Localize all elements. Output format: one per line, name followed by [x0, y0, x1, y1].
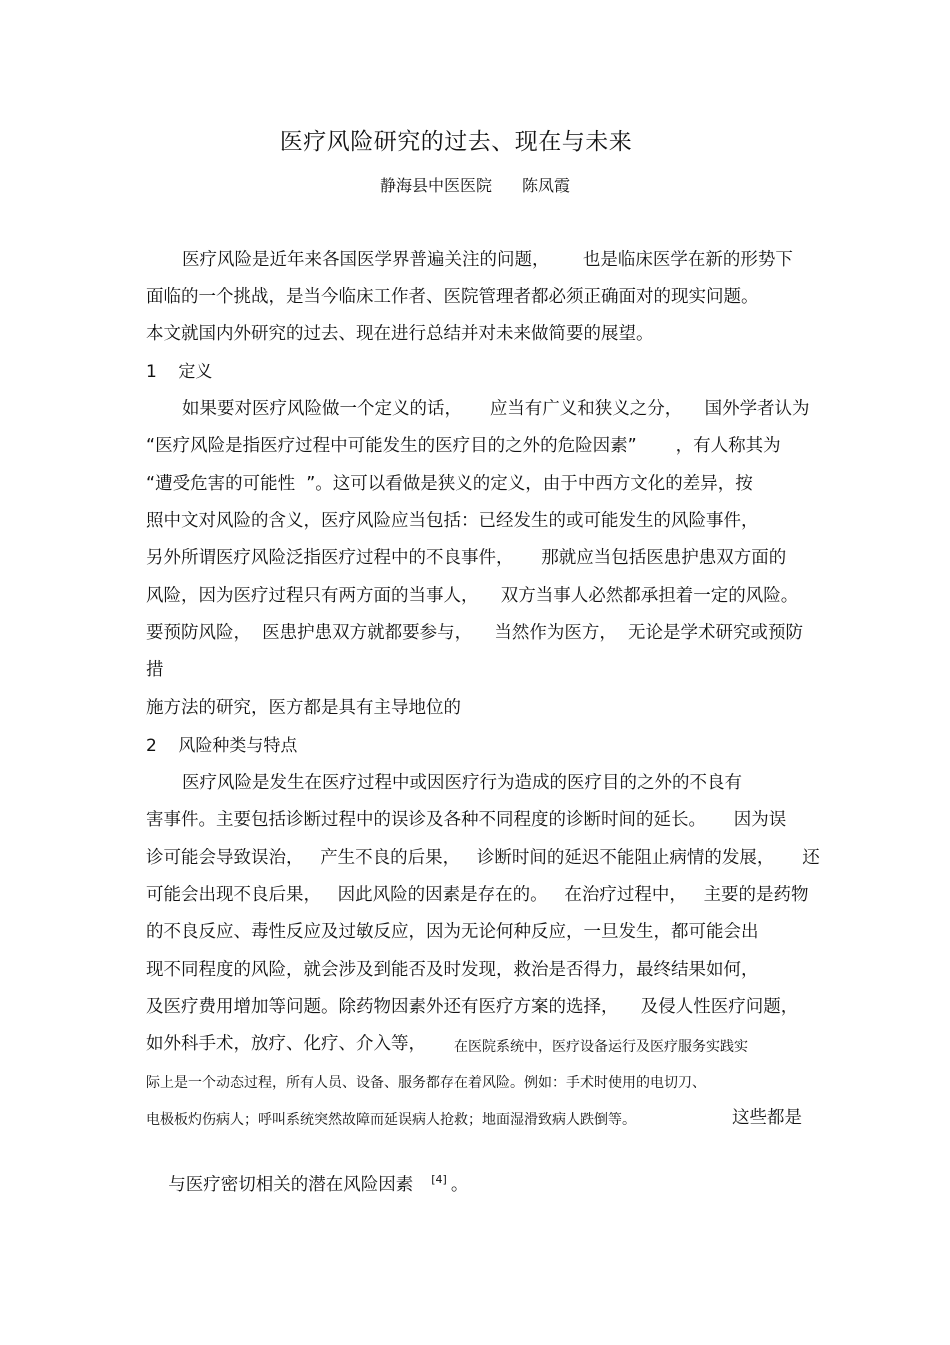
institution: 静海县中医医院: [379, 176, 492, 195]
text-line: 要预防风险， 医患护患双方就都要参与， 当然作为医方， 无论是学术研究或预防: [146, 623, 803, 643]
text-line: 诊可能会导致误治， 产生不良的后果， 诊断时间的延迟不能阻止病情的发展， 还: [146, 848, 820, 868]
text-fragment: 。: [450, 1175, 469, 1195]
text-line-small: 际上是一个动态过程，所有人员、设备、服务都存在着风险。例如：手术时使用的电切刀、: [146, 1075, 706, 1091]
author-name: 陈凤霞: [522, 176, 571, 195]
text-line: 及医疗费用增加等问题。除药物因素外还有医疗方案的选择， 及侵人性医疗问题，: [146, 997, 799, 1017]
text-fragment: 与医疗密切相关的潜在风险因素: [168, 1175, 414, 1195]
text-line: 如果要对医疗风险做一个定义的话， 应当有广义和狭义之分， 国外学者认为: [182, 399, 810, 419]
text-line: 措: [146, 660, 164, 680]
document-title: 医疗风险研究的过去、现在与未来: [279, 129, 633, 155]
text-line: 这些都是: [732, 1108, 802, 1128]
section-heading: 1 定义: [146, 362, 213, 382]
text-line: 害事件。主要包括诊断过程中的误诊及各种不同程度的诊断时间的延长。 因为误: [146, 810, 787, 830]
text-line: 医疗风险是近年来各国医学界普遍关注的问题， 也是临床医学在新的形势下: [182, 250, 793, 270]
byline: [0, 174, 950, 198]
text-line-small: 电极板灼伤病人；呼叫系统突然故障而延误病人抢救；地面湿滑致病人跌倒等。: [146, 1112, 636, 1128]
citation-ref[interactable]: [4]: [431, 1173, 447, 1186]
section-heading: 2 风险种类与特点: [146, 736, 298, 756]
text-line: 现不同程度的风险，就会涉及到能否及时发现，救治是否得力，最终结果如何，: [146, 960, 759, 980]
text-line-small: 在医院系统中，医疗设备运行及医疗服务实践实: [454, 1039, 748, 1055]
text-line: 面临的一个挑战，是当今临床工作者、医院管理者都必须正确面对的现实问题。: [146, 287, 759, 307]
text-line: “医疗风险是指医疗过程中可能发生的医疗目的之外的危险因素” ，有人称其为: [146, 436, 781, 456]
text-line: “遭受危害的可能性 ”。这可以看做是狭义的定义，由于中西方文化的差异，按: [146, 474, 753, 494]
text-line: 另外所谓医疗风险泛指医疗过程中的不良事件， 那就应当包括医患护患双方面的: [146, 548, 787, 568]
text-line: 照中文对风险的含义，医疗风险应当包括：已经发生的或可能发生的风险事件，: [146, 511, 759, 531]
text-line-with-citation: [146, 1144, 468, 1221]
text-line: 医疗风险是发生在医疗过程中或因医疗行为造成的医疗目的之外的不良有: [182, 773, 742, 793]
text-line: 如外科手术，放疗、化疗、介入等，: [146, 1034, 426, 1054]
text-line: 的不良反应、毒性反应及过敏反应，因为无论何种反应，一旦发生，都可能会出: [146, 922, 759, 942]
text-line: 可能会出现不良后果， 因此风险的因素是存在的。 在治疗过程中， 主要的是药物: [146, 885, 809, 905]
text-line: 风险，因为医疗过程只有两方面的当事人， 双方当事人必然都承担着一定的风险。: [146, 586, 799, 606]
text-line: 本文就国内外研究的过去、现在进行总结并对未来做简要的展望。: [146, 324, 654, 344]
text-line: 施方法的研究，医方都是具有主导地位的: [146, 698, 461, 718]
